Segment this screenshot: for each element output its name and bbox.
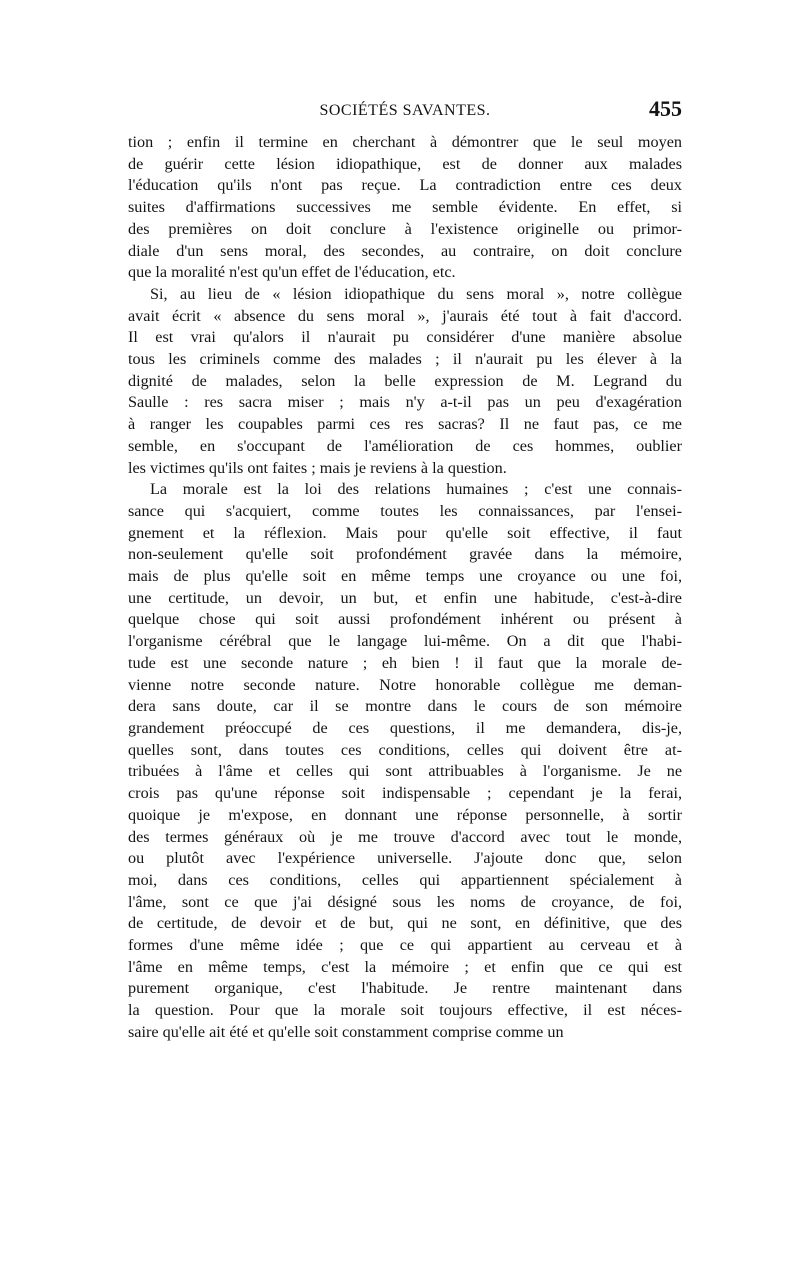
running-head: SOCIÉTÉS SAVANTES. — [319, 102, 491, 119]
text-line: la question. Pour que la morale soit toujours effective, il est néces- — [128, 1001, 682, 1020]
text-line: purement organique, c'est l'habitude. Je rentre maintenant dans — [128, 979, 682, 998]
text-line: dera sans doute, car il se montre dans le cours de son mémoire — [128, 697, 682, 716]
text-line: que la moralité n'est qu'un effet de l'éducation, etc. — [128, 263, 456, 282]
text-line: tude est une seconde nature ; eh bien ! il faut que la morale de- — [128, 653, 682, 672]
text-line: formes d'une même idée ; que ce qui appartient au cerveau et à — [128, 936, 682, 955]
text-line: diale d'un sens moral, des secondes, au contraire, on doit conclure — [128, 241, 682, 260]
text-line: des termes généraux où je me trouve d'accord avec tout le monde, — [128, 827, 682, 846]
page-header — [128, 96, 682, 132]
text-line: quelles sont, dans toutes ces conditions, celles qui doivent être at- — [128, 740, 682, 759]
text-line: sance qui s'acquiert, comme toutes les connaissances, par l'ensei- — [128, 501, 682, 520]
text-line: dignité de malades, selon la belle expression de M. Legrand du — [128, 371, 682, 390]
text-line: non-seulement qu'elle soit profondément gravée dans la mémoire, — [128, 545, 682, 564]
text-line: semble, en s'occupant de l'amélioration de ces hommes, oublier — [128, 436, 682, 455]
paragraph — [128, 132, 682, 284]
text-line: mais de plus qu'elle soit en même temps une croyance ou une foi, — [128, 567, 682, 586]
text-line: quoique je m'expose, en donnant une réponse personnelle, à sortir — [128, 805, 682, 824]
text-line: de certitude, de devoir et de but, qui ne sont, en définitive, que des — [128, 914, 682, 933]
body-text — [128, 132, 682, 1044]
text-line: à ranger les coupables parmi ces res sacras? Il ne faut pas, ce me — [128, 415, 682, 434]
text-line: des premières on doit conclure à l'existence originelle ou primor- — [128, 219, 682, 238]
text-line: tous les criminels comme des malades ; il n'aurait pu les élever à la — [128, 350, 682, 369]
text-line: ou plutôt avec l'expérience universelle. J'ajoute donc que, selon — [128, 849, 682, 868]
text-line: tribuées à l'âme et celles qui sont attribuables à l'organisme. Je ne — [128, 762, 682, 781]
paragraph — [128, 284, 682, 479]
text-line: avait écrit « absence du sens moral », j'aurais été tout à fait d'accord. — [128, 306, 682, 325]
text-line: vienne notre seconde nature. Notre honorable collègue me deman- — [128, 675, 682, 694]
book-page — [128, 96, 682, 1044]
text-line: l'éducation qu'ils n'ont pas reçue. La contradiction entre ces deux — [128, 176, 682, 195]
text-line: crois pas qu'une réponse soit indispensable ; cependant je la ferai, — [128, 784, 682, 803]
text-line: gnement et la réflexion. Mais pour qu'elle soit effective, il faut — [128, 523, 682, 542]
text-line: l'âme, sont ce que j'ai désigné sous les noms de croyance, de foi, — [128, 892, 682, 911]
text-line: tion ; enfin il termine en cherchant à démontrer que le seul moyen — [128, 133, 682, 151]
text-line: Saulle : res sacra miser ; mais n'y a-t-il pas un peu d'exagération — [128, 393, 682, 412]
text-line: Il est vrai qu'alors il n'aurait pu considérer d'une manière absolue — [128, 328, 682, 347]
text-line: quelque chose qui soit aussi profondément inhérent ou présent à — [128, 610, 682, 629]
text-line: l'organisme cérébral que le langage lui-même. On a dit que l'habi- — [128, 632, 682, 651]
text-line: suites d'affirmations successives me semble évidente. En effet, si — [128, 198, 682, 217]
text-line: Si, au lieu de « lésion idiopathique du sens moral », notre collègue — [150, 284, 682, 303]
text-line: l'âme en même temps, c'est la mémoire ; et enfin que ce qui est — [128, 957, 682, 976]
page-number: 455 — [649, 96, 682, 121]
text-line: moi, dans ces conditions, celles qui appartiennent spécialement à — [128, 870, 682, 889]
text-line: les victimes qu'ils ont faites ; mais je reviens à la question. — [128, 458, 507, 477]
text-line: une certitude, un devoir, un but, et enfin une habitude, c'est-à-dire — [128, 588, 682, 607]
text-line: La morale est la loi des relations humaines ; c'est une connais- — [150, 480, 682, 499]
text-line: grandement préoccupé de ces questions, il me demandera, dis-je, — [128, 718, 682, 737]
paragraph — [128, 479, 682, 1043]
text-line: saire qu'elle ait été et qu'elle soit constamment comprise comme un — [128, 1022, 564, 1041]
text-line: de guérir cette lésion idiopathique, est de donner aux malades — [128, 154, 682, 173]
